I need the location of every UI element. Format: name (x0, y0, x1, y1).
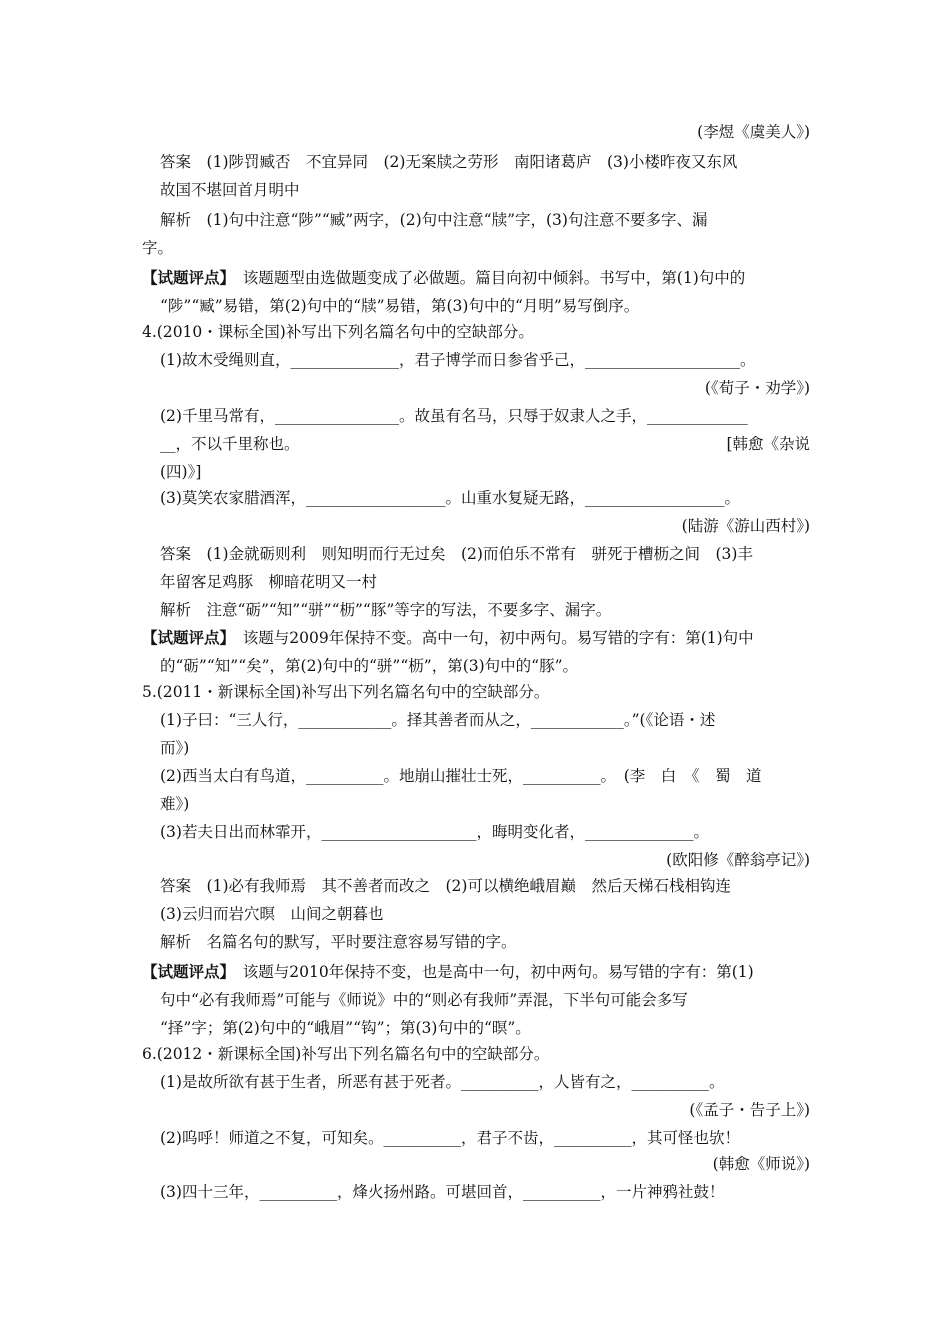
q3-comment-line2: “陟”“臧”易错，第(2)句中的“牍”易错，第(3)句中的“月明”易写倒序。 (160, 297, 640, 315)
analysis-text: 名篇名句的默写，平时要注意容易写错的字。 (206, 933, 517, 951)
q4-analysis-line1 (160, 600, 611, 620)
q3-source: (李煜《虞美人》) (697, 123, 810, 141)
q4-item1: (1)故木受绳则直，______________，君子博学而日参省乎己，____________________。 (160, 351, 756, 369)
q5-item1-line2: 而》) (160, 739, 190, 757)
q5-title: 5.(2011・新课标全国)补写出下列名篇名句中的空缺部分。 (142, 683, 550, 701)
answer-text: (1)金就砺则利 则知明而行无过矣 (2)而伯乐不常有 骈死于槽枥之间 (3)丰 (206, 545, 753, 563)
q6-item2: (2)呜呼！师道之不复，可知矣。__________，君子不齿，__________，其可怪也欤！ (160, 1129, 740, 1147)
analysis-text: 注意“砺”“知”“骈”“枥”“豚”等字的写法，不要多字、漏字。 (206, 601, 612, 619)
comment-text: 该题与2010年保持不变，也是高中一句，初中两句。易写错的字有：第(1) (242, 963, 754, 981)
answer-label: 答案 (160, 153, 192, 171)
q5-comment-line1 (142, 962, 754, 982)
q5-item2-line2: 难》) (160, 795, 190, 813)
comment-text: 该题题型由选做题变成了必做题。篇目向初中倾斜。书写中，第(1)句中的 (242, 269, 746, 287)
q5-comment-line3: “择”字；第(2)句中的“峨眉”“钩”；第(3)句中的“暝”。 (160, 1019, 531, 1037)
q4-item3-source: (陆游《游山西村》) (681, 517, 810, 535)
q5-item3: (3)若夫日出而林霏开，____________________，晦明变化者，______________。 (160, 823, 709, 841)
analysis-label: 解析 (160, 601, 192, 619)
q5-item1-line1: (1)子曰：“三人行，____________。择其善者而从之，____________。”(《论语・述 (160, 711, 716, 729)
q3-answer-line1 (160, 152, 737, 172)
q4-answer-line2: 年留客足鸡豚 柳暗花明又一村 (160, 573, 378, 591)
comment-text: 该题与2009年保持不变。高中一句，初中两句。易写错的字有：第(1)句中 (242, 629, 754, 647)
q3-comment-line1 (142, 268, 745, 288)
q5-comment-line2: 句中“必有我师焉”可能与《师说》中的“则必有我师”弄混，下半句可能会多写 (160, 991, 688, 1009)
comment-label: 【试题评点】 (142, 629, 228, 647)
q3-answer-line2: 故国不堪回首月明中 (160, 181, 300, 199)
answer-label: 答案 (160, 877, 192, 895)
analysis-label: 解析 (160, 933, 192, 951)
q5-answer-line1 (160, 876, 731, 896)
q4-item1-source: (《荀子・劝学》) (704, 379, 810, 397)
q4-answer-line1 (160, 544, 753, 564)
q4-item2-source-a: [韩愈《杂说 (726, 435, 810, 453)
q6-title: 6.(2012・新课标全国)补写出下列名篇名句中的空缺部分。 (142, 1045, 550, 1063)
comment-label: 【试题评点】 (142, 269, 228, 287)
q6-item2-source: (韩愈《师说》) (712, 1155, 810, 1173)
q5-answer-line2: (3)云归而岩穴暝 山间之朝暮也 (160, 905, 384, 923)
q6-item3: (3)四十三年，__________，烽火扬州路。可堪回首，__________，一片神鸦社鼓！ (160, 1183, 725, 1201)
q4-comment-line2: 的“砺”“知”“矣”，第(2)句中的“骈”“枥”，第(3)句中的“豚”。 (160, 657, 579, 675)
q5-item3-source: (欧阳修《醉翁亭记》) (666, 851, 810, 869)
q4-title: 4.(2010・课标全国)补写出下列名篇名句中的空缺部分。 (142, 323, 534, 341)
q4-item3: (3)莫笑农家腊酒浑，__________________。山重水复疑无路，__________________。 (160, 489, 740, 507)
q3-analysis-line1 (160, 210, 707, 230)
q4-item2-source-b: (四)》] (160, 463, 202, 481)
comment-label: 【试题评点】 (142, 963, 228, 981)
q4-item2-line1: (2)千里马常有，________________。故虽有名马，只辱于奴隶人之手，_____________ (160, 407, 748, 425)
q6-item1-source: (《孟子・告子上》) (689, 1101, 810, 1119)
analysis-label: 解析 (160, 211, 192, 229)
answer-text: (1)陟罚臧否 不宜异同 (2)无案牍之劳形 南阳诸葛庐 (3)小楼昨夜又东风 (206, 153, 738, 171)
q5-item2-line1: (2)西当太白有鸟道，__________。地崩山摧壮士死，__________。 (李 白 《 蜀 道 (160, 767, 762, 785)
q6-item1: (1)是故所欲有甚于生者，所恶有甚于死者。__________，人皆有之，__________。 (160, 1073, 725, 1091)
answer-label: 答案 (160, 545, 192, 563)
q3-analysis-line2: 字。 (142, 239, 174, 257)
q4-comment-line1 (142, 628, 754, 648)
analysis-text: (1)句中注意“陟”“臧”两字，(2)句中注意“牍”字，(3)句注意不要多字、漏 (206, 211, 708, 229)
answer-text: (1)必有我师焉 其不善者而改之 (2)可以横绝峨眉巅 然后天梯石栈相钩连 (206, 877, 731, 895)
q4-item2-line2: __，不以千里称也。 (160, 435, 300, 453)
q5-analysis-line1 (160, 932, 517, 952)
